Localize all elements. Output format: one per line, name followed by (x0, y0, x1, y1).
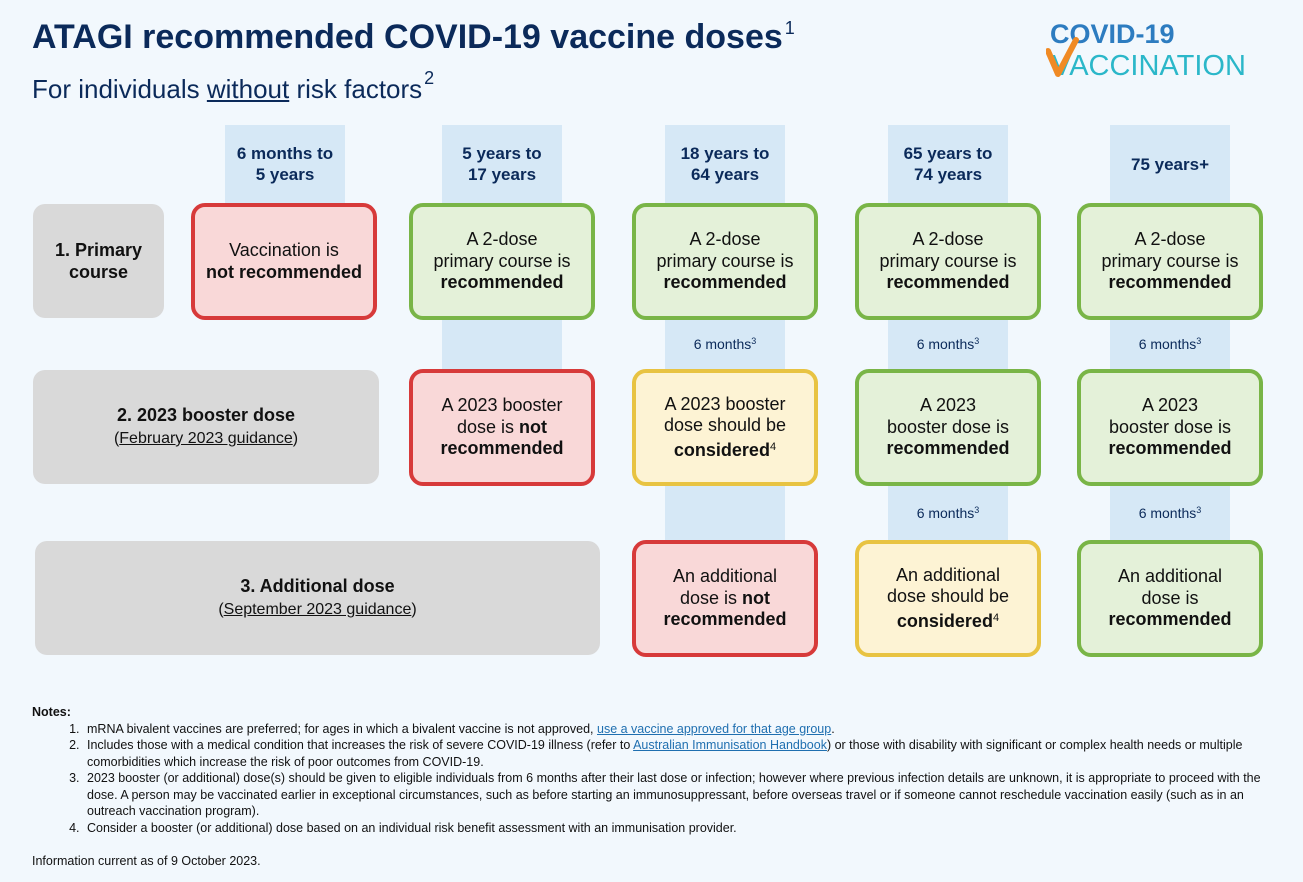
february-guidance-link[interactable]: February 2023 guidance (119, 430, 293, 447)
age-header-6m-5y: 6 months to 5 years (236, 144, 334, 184)
row-label-additional-dose: 3. Additional dose (September 2023 guidance) (35, 541, 600, 655)
information-current-date: Information current as of 9 October 2023. (32, 854, 261, 868)
cell-additional-65y-74y: An additional dose should be considered$^4$ (855, 540, 1041, 657)
note-1: 1. mRNA bivalent vaccines are preferred; for ages in which a bivalent vaccine is not approved, use a vaccine approved for that age group. (83, 721, 1272, 738)
age-header-5y-17y: 5 years to 17 years (462, 144, 542, 184)
cell-booster-5y-17y: A 2023 booster dose is not recommended (409, 369, 595, 486)
page-subtitle: For individuals without risk factors $^2$ (32, 68, 435, 104)
age-header-18y-64y: 18 years to 64 years (680, 144, 770, 184)
immunisation-handbook-link[interactable]: Australian Immunisation Handbook (633, 738, 827, 752)
interval-label: 6 months$^3$ (1138, 505, 1202, 521)
age-header-75y-plus: 75 years+ (1131, 154, 1209, 174)
row-label-primary-course: 1. Primary course (33, 204, 164, 318)
cell-booster-75y-plus: A 2023 booster dose is recommended (1077, 369, 1263, 486)
cell-primary-18y-64y: A 2-dose primary course is recommended (632, 203, 818, 320)
interval-label: 6 months$^3$ (916, 336, 980, 352)
september-guidance-link[interactable]: September 2023 guidance (223, 601, 412, 618)
note-2: 2. Includes those with a medical condition that increases the risk of severe COVID-19 illness (refer to Australian Immunisation Handbook) or those with disability with significant or complex health needs or multiple comorbidities which increase the risk of poor outcomes from COVID-19. (83, 737, 1272, 770)
approved-vaccine-link[interactable]: use a vaccine approved for that age group (597, 721, 832, 736)
notes-section (32, 704, 1272, 836)
cell-primary-65y-74y: A 2-dose primary course is recommended (855, 203, 1041, 320)
covid-vaccination-logo (1046, 18, 1270, 78)
interval-label: 6 months$^3$ (693, 336, 757, 352)
interval-label: 6 months$^3$ (916, 505, 980, 521)
note-3: 3. 2023 booster (or additional) dose(s) should be given to eligible individuals from 6 months after their last dose or infection; however where previous infection details are unknown, it is appropriate to proceed with the dose. A person may be vaccinated earlier in exceptional circumstances, such as before starting an immunosuppressant, before overseas travel or if someone cannot reschedule vaccination easily (such as in an outreach vaccination program). (83, 770, 1272, 820)
notes-heading: Notes: (32, 705, 71, 719)
cell-additional-18y-64y: An additional dose is not recommended (632, 540, 818, 657)
age-header-65y-74y: 65 years to 74 years (903, 144, 993, 184)
cell-booster-18y-64y: A 2023 booster dose should be considered$^4$ (632, 369, 818, 486)
logo-line2: VACCINATION (1052, 50, 1246, 78)
cell-additional-75y-plus: An additional dose is recommended (1077, 540, 1263, 657)
interval-label: 6 months$^3$ (1138, 336, 1202, 352)
cell-primary-5y-17y: A 2-dose primary course is recommended (409, 203, 595, 320)
cell-primary-6m-5y: Vaccination is not recommended (191, 203, 377, 320)
row-label-booster-dose: 2. 2023 booster dose (February 2023 guidance) (33, 370, 379, 484)
logo-line1: COVID-19 (1050, 19, 1175, 49)
note-4: 4. Consider a booster (or additional) dose based on an individual risk benefit assessment with an immunisation provider. (83, 820, 1272, 837)
page-title: ATAGI recommended COVID-19 vaccine doses $^1$ (32, 18, 795, 56)
cell-primary-75y-plus: A 2-dose primary course is recommended (1077, 203, 1263, 320)
cell-booster-65y-74y: A 2023 booster dose is recommended (855, 369, 1041, 486)
